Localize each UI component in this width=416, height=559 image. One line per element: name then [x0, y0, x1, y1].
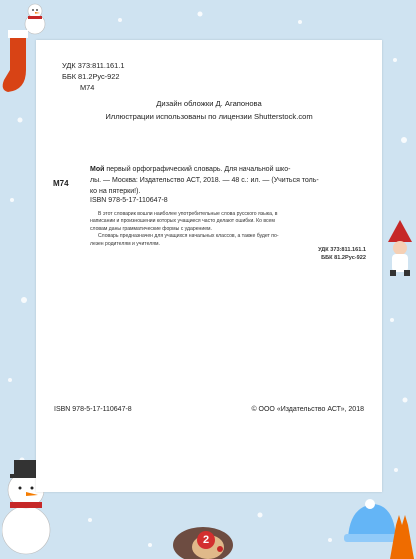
gnome-icon — [384, 220, 416, 276]
imprint-page — [36, 40, 382, 492]
abstract-line: лезен родителям и учителям. — [90, 240, 160, 247]
catalog-title-bold: Мой — [90, 166, 105, 173]
catalog-author-mark: М74 — [53, 179, 69, 188]
catalog-abstract — [90, 211, 366, 248]
catalog-line-3: ко на пятерки!). — [90, 188, 141, 195]
bbk-code: ББК 81.2Рус-922 — [62, 72, 120, 81]
cover-design-credit: Дизайн обложки Д. Агапонова — [156, 99, 262, 108]
catalog-isbn: ISBN 978-5-17-110647-8 — [90, 197, 168, 204]
catalog-udk: УДК 373:811.161.1 — [318, 247, 366, 253]
abstract-line: В этот словарик вошли наиболее употребительные слова русского языка, в — [98, 211, 278, 217]
udk-code: УДК 373:811.161.1 — [62, 61, 125, 70]
footer-isbn: ISBN 978-5-17-110647-8 — [54, 406, 132, 413]
catalog-title-rest: первый орфографический словарь. Для начальной шко- — [104, 166, 291, 173]
catalog-description — [90, 164, 368, 197]
catalog-classification — [318, 246, 366, 263]
catalog-line-2: лы. — Москва: Издательство АСТ, 2018. — 48 с.: ил. — (Учиться толь- — [90, 177, 319, 184]
author-mark: М74 — [80, 83, 95, 92]
abstract-line: Словарь предназначен для учащихся начальных классов, а также будет по- — [98, 233, 279, 240]
fox-icon — [386, 515, 416, 559]
copyright-notice: © ООО «Издательство АСТ», 2018 — [251, 406, 364, 413]
stocking-icon — [0, 30, 36, 100]
abstract-line: написании и произношении которых учащиеся часто делают ошибки. Ко всем — [90, 218, 275, 225]
abstract-line: словам даны грамматические формы с ударением. — [90, 225, 212, 232]
illustrations-credit: Иллюстрации использованы по лицензии Shutterstock.com — [105, 112, 313, 121]
catalog-bbk: ББК 81.2Рус-922 — [321, 255, 366, 262]
udk-block — [62, 60, 124, 93]
page-number-badge: 2 — [197, 531, 215, 549]
